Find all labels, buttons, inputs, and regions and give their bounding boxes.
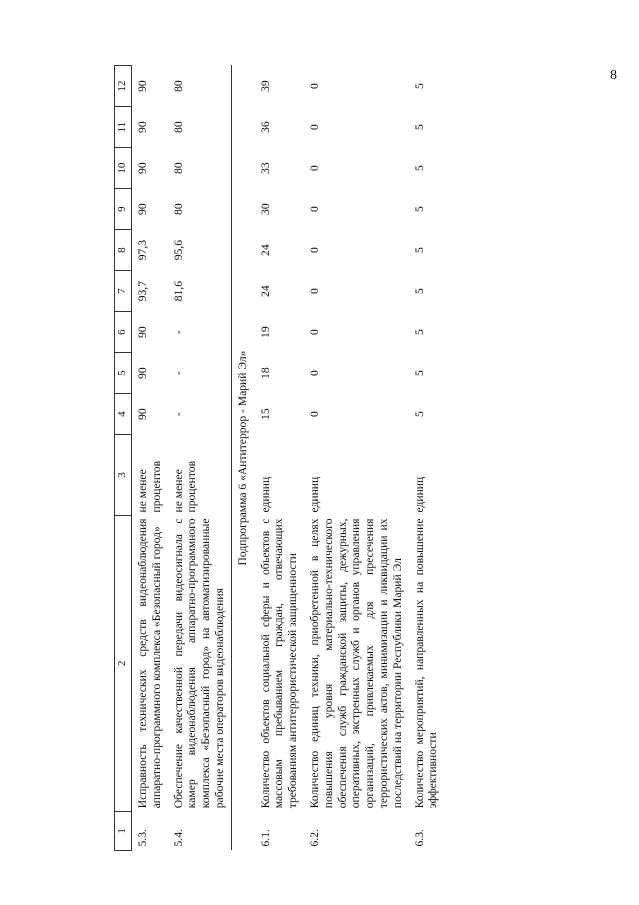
indicator-value: 0 bbox=[307, 411, 321, 418]
page-number: 8 bbox=[610, 68, 617, 83]
indicator-value: 90 bbox=[136, 326, 149, 338]
row-index: 6.3. bbox=[412, 829, 426, 847]
indicator-value: 5 bbox=[412, 124, 426, 131]
indicator-value: - bbox=[171, 412, 185, 417]
table-row bbox=[255, 66, 304, 851]
unit-of-measure: не менее процентов bbox=[136, 460, 163, 513]
indicator-value: 5 bbox=[412, 206, 426, 213]
indicator-value: 39 bbox=[258, 80, 272, 92]
row-index: 5.3. bbox=[136, 829, 149, 847]
column-header-4: 4 bbox=[115, 394, 132, 435]
table-body-section-6 bbox=[255, 66, 445, 851]
indicator-value: 0 bbox=[307, 83, 321, 89]
rotated-table-container bbox=[114, 65, 514, 851]
indicator-value: 90 bbox=[136, 408, 149, 420]
table-row bbox=[132, 66, 168, 851]
indicator-value: 80 bbox=[171, 203, 185, 215]
indicator-value: 81,6 bbox=[171, 281, 185, 302]
column-header-12: 12 bbox=[115, 66, 132, 107]
column-header-11: 11 bbox=[115, 107, 132, 148]
table-row bbox=[168, 66, 232, 851]
indicator-value: 80 bbox=[171, 80, 185, 92]
indicator-value: 93,7 bbox=[136, 281, 149, 302]
unit-of-measure: единиц bbox=[412, 476, 426, 513]
indicator-description: Обеспечение качественной передачи видеосигнала с камер видеонаблюдения аппаратно-программного комплекса «Безопасный город» на автоматизированные рабочие места операторов видеонаблюдения bbox=[171, 518, 226, 809]
unit-of-measure: единиц bbox=[258, 476, 272, 513]
column-header-1: 1 bbox=[115, 811, 132, 850]
column-header-7: 7 bbox=[115, 271, 132, 312]
indicator-value: 5 bbox=[412, 370, 426, 377]
indicator-description: Количество мероприятий, направленных на повышение эффективности bbox=[412, 518, 440, 809]
row-index: 6.1. bbox=[258, 829, 272, 847]
indicator-value: 90 bbox=[136, 121, 149, 133]
column-header-9: 9 bbox=[115, 189, 132, 230]
column-number-header bbox=[115, 66, 132, 851]
table-body-section-5 bbox=[132, 66, 232, 851]
row-index: 6.2. bbox=[307, 829, 321, 847]
subprogram-heading: Подпрограмма 6 «Антитеррор - Марий Эл» bbox=[235, 350, 249, 566]
indicator-value: 5 bbox=[412, 165, 426, 172]
unit-of-measure: единиц bbox=[307, 476, 321, 513]
indicator-value: 15 bbox=[258, 408, 272, 420]
indicator-value: 5 bbox=[412, 83, 426, 89]
indicator-value: 5 bbox=[412, 247, 426, 254]
indicator-value: 0 bbox=[307, 329, 321, 336]
indicator-value: 90 bbox=[136, 162, 149, 174]
indicator-value: 36 bbox=[258, 121, 272, 133]
table-row bbox=[304, 66, 409, 851]
indicator-value: 24 bbox=[258, 244, 272, 256]
indicator-value: 97,3 bbox=[136, 240, 149, 261]
indicator-value: - bbox=[171, 330, 185, 335]
table-row bbox=[409, 66, 445, 851]
indicator-value: 18 bbox=[258, 367, 272, 379]
column-header-8: 8 bbox=[115, 230, 132, 271]
indicator-value: 19 bbox=[258, 326, 272, 338]
indicator-value: 0 bbox=[307, 370, 321, 377]
indicator-value: 5 bbox=[412, 329, 426, 336]
indicator-value: 0 bbox=[307, 165, 321, 172]
column-header-5: 5 bbox=[115, 353, 132, 394]
indicator-description: Исправность технических средств видеонаблюдения аппаратно-программного комплекса «Безопасный город» bbox=[136, 518, 163, 809]
indicator-value: 0 bbox=[307, 288, 321, 295]
indicator-value: 0 bbox=[307, 247, 321, 254]
column-header-10: 10 bbox=[115, 148, 132, 189]
indicator-value: 24 bbox=[258, 285, 272, 297]
indicators-table bbox=[114, 65, 444, 851]
indicator-value: 90 bbox=[136, 203, 149, 215]
indicator-value: 90 bbox=[136, 80, 149, 92]
indicator-description: Количество единиц техники, приобретенной в целях повышения уровня материально-технического обеспечения служб гражданской защиты, дежурных, оперативных, экстренных служб и органов управления организаций, привлекаемых для пресечения террористических актов, минимизации и ликвидации их последствий на территории Республики Марий Эл bbox=[307, 518, 404, 809]
indicator-value: 5 bbox=[412, 411, 426, 418]
indicator-value: 0 bbox=[307, 124, 321, 131]
indicator-value: 30 bbox=[258, 203, 272, 215]
row-index: 5.4. bbox=[171, 829, 185, 847]
indicator-value: 80 bbox=[171, 121, 185, 133]
indicator-value: 0 bbox=[307, 206, 321, 213]
indicator-value: 33 bbox=[258, 162, 272, 174]
indicator-value: 80 bbox=[171, 162, 185, 174]
indicator-value: 90 bbox=[136, 367, 149, 379]
indicator-value: - bbox=[171, 371, 185, 376]
indicator-value: 95,6 bbox=[171, 240, 185, 261]
column-header-2: 2 bbox=[115, 516, 132, 812]
indicator-value: 5 bbox=[412, 288, 426, 295]
column-header-3: 3 bbox=[115, 435, 132, 516]
indicator-description: Количество объектов социальной сферы и объектов с массовым пребыванием граждан, отвечающих требованиям антитеррористической защищенности bbox=[258, 518, 300, 809]
column-header-6: 6 bbox=[115, 312, 132, 353]
unit-of-measure: не менее процентов bbox=[171, 460, 199, 513]
